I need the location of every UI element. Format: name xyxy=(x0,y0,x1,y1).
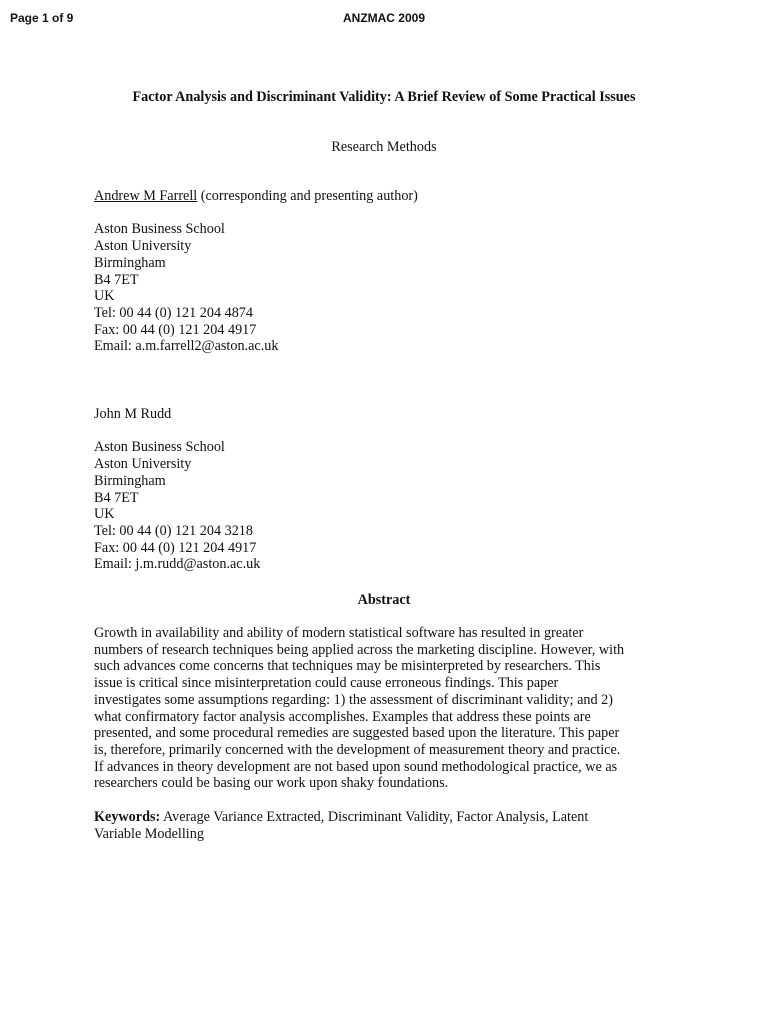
author1-fax: Fax: 00 44 (0) 121 204 4917 xyxy=(94,321,257,338)
author2-tel: Tel: 00 44 (0) 121 204 3218 xyxy=(94,522,253,539)
author2-name: John M Rudd xyxy=(94,406,172,422)
keywords-label: Keywords: xyxy=(94,809,161,825)
author1-city: Birmingham xyxy=(94,254,166,271)
author1-role-note: (corresponding and presenting author) xyxy=(197,188,418,204)
author2-postcode: B4 7ET xyxy=(94,489,139,506)
paper-title: Factor Analysis and Discriminant Validity: A Brief Review of Some Practical Issues xyxy=(132,89,636,105)
abstract-line: such advances come concerns that techniques may be misinterpreted by researchers. This xyxy=(94,658,601,675)
author2-block xyxy=(94,406,694,573)
abstract-line: what confirmatory factor analysis accomplishes. Examples that address these points are xyxy=(94,708,591,725)
keywords-line-2: Variable Modelling xyxy=(94,825,204,842)
author2-fax: Fax: 00 44 (0) 121 204 4917 xyxy=(94,539,257,556)
author1-email: Email: a.m.farrell2@aston.ac.uk xyxy=(94,338,279,355)
author1-school: Aston Business School xyxy=(94,221,225,238)
abstract-body xyxy=(94,625,624,792)
conference-name: ANZMAC 2009 xyxy=(342,11,426,25)
author1-country: UK xyxy=(94,288,115,305)
paper-track: Research Methods xyxy=(331,139,437,155)
abstract-line: presented, and some procedural remedies are suggested based upon the literature. This paper xyxy=(94,725,620,742)
author2-university: Aston University xyxy=(94,456,192,473)
abstract-line: is, therefore, primarily concerned with the development of measurement theory and practice. xyxy=(94,741,621,758)
author2-city: Birmingham xyxy=(94,472,166,489)
keywords-text: Average Variance Extracted, Discriminant Validity, Factor Analysis, Latent xyxy=(160,809,589,825)
author1-name: Andrew M Farrell xyxy=(94,188,198,204)
abstract-line: numbers of research techniques being applied across the marketing discipline. However, with xyxy=(94,641,625,658)
author2-country: UK xyxy=(94,506,115,523)
abstract-line: If advances in theory development are not based upon sound methodological practice, we as xyxy=(94,758,618,775)
author1-tel: Tel: 00 44 (0) 121 204 4874 xyxy=(94,304,253,321)
author1-line xyxy=(94,188,694,205)
abstract-line: Growth in availability and ability of modern statistical software has resulted in greater xyxy=(94,625,584,641)
abstract-line: issue is critical since misinterpretation could cause erroneous findings. This paper xyxy=(94,675,559,692)
page-number: Page 1 of 9 xyxy=(10,11,74,25)
abstract-line: investigates some assumptions regarding: 1) the assessment of discriminant validity; and 2) xyxy=(94,691,613,708)
abstract-line: researchers could be basing our work upon shaky foundations. xyxy=(94,775,449,792)
abstract-heading: Abstract xyxy=(357,592,411,608)
author1-postcode: B4 7ET xyxy=(94,271,139,288)
author1-university: Aston University xyxy=(94,238,192,255)
author2-school: Aston Business School xyxy=(94,439,225,456)
keywords-block xyxy=(94,809,588,842)
keywords-line-1 xyxy=(94,809,588,826)
author1-block xyxy=(94,188,694,355)
author2-email: Email: j.m.rudd@aston.ac.uk xyxy=(94,556,261,573)
